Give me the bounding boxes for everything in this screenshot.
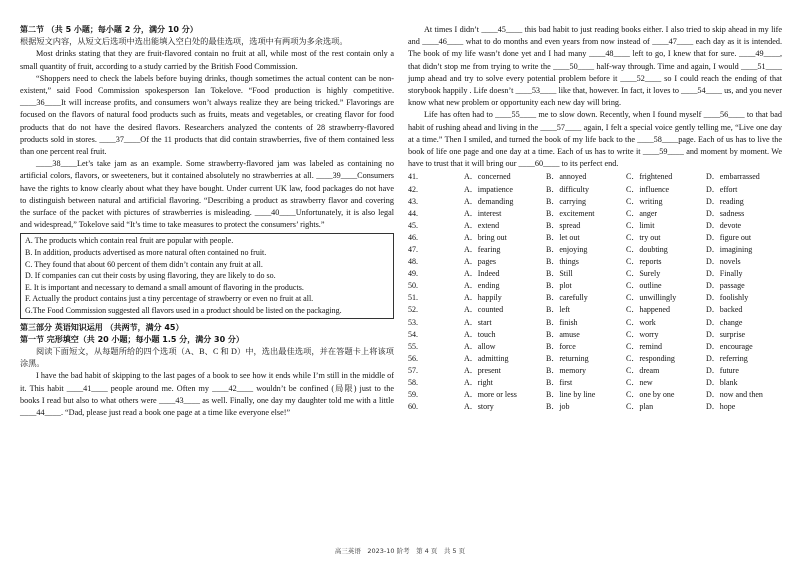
answer-option-c: C．responding [626,353,675,363]
answer-option-b: B．returning [546,353,589,363]
cloze-paragraph-3: Life has often had to ____55____ me to slow down. Recently, when I found myself ____56____ to that bad habit of rushing ahead and living in the ____57____ again, I felt a special voice gently telling me, “Live one day at a time.” Then I smiled, and turned the book of my life back to the ____58____page. Each of us has to live the book of life one page and one day at a time. Each of us has to write it ____59____ and moment by moment. We have to trust that it will bring our ____60____ to its perfect end. [408,110,782,169]
answer-option-a: A．right [464,378,493,388]
answer-option-c: C．unwillingly [626,293,677,303]
answer-option-b: B．carrying [546,196,586,206]
answer-option-a: A．present [464,365,501,375]
answer-option-b: B．Still [546,269,573,279]
answer-option-c: C．remind [626,341,662,351]
answer-option-a: A．impatience [464,184,513,194]
question-number: 46. [408,232,418,242]
answer-option-d: D．figure out [706,232,752,242]
answer-option-d: D．referring [706,353,748,363]
answer-option-c: C．try out [626,232,661,242]
answer-option-b: B．excitement [546,208,595,218]
page-footer: 高三英语 2023-10 阶考 第 4 页 共 5 页 [334,547,466,555]
answer-option-d: D．now and then [706,390,763,400]
answer-option-a: A．happily [464,293,502,303]
question-number: 54. [408,329,418,339]
answer-option-d: D．hope [706,402,736,412]
answer-option-c: C．plan [626,402,654,412]
question-number: 56. [408,353,418,363]
answer-option-c: C．reports [626,257,662,267]
answer-option-a: A．more or less [464,390,517,400]
option-g: G.The Food Commission suggested all flavors used in a product should be listed on the packaging. [25,306,342,316]
question-number: 44. [408,208,418,218]
answer-option-b: B．things [546,257,579,267]
part3-instructions: 阅读下面短文，从每题所给的四个选项（A、B、C 和 D）中，选出最佳选项，并在答题卡上将该项涂黑。 [20,347,394,369]
question-number: 60. [408,402,418,412]
answer-option-a: A．extend [464,220,500,230]
answer-option-a: A．concerned [464,172,511,182]
right-column [408,24,782,413]
passage-paragraph-2: “Shoppers need to check the labels before buying drinks, though sometimes the actual content can be non-existent,” said Food Commission spokesperson Ian Tokelove. “Food production is highly competitive. ____36____It will increase profits, and consumers won’t always realize they are being tricked.” Flavorings are focused on the flavors of natural food products such as fruits, meats and vegetables, or creating flavor for food products that do not have the desired flavors. Researchers analyzed the contents of 28 strawberry-flavored products sold in stores. ____37____Of the 11 products that did contain strawberries, five of them contained less than one percent real fruit. [20,73,394,157]
option-a: A. The products which contain real fruit are popular with people. [25,236,234,246]
passage-paragraph-3: ____38____Let’s take jam as an example. Some strawberry-flavored jam was labeled as containing no artificial colors, flavors, or sweeteners, but it contained absolutely no strawberries at all. ____39____Consumers have the rights to know clearly about what they have bought. Under current UK law, food packages do not have to distinguish between natural and artificial flavoring. “Describing a product as strawberry flavor and covering the surface of the packet with pictures of strawberries is misleading. ____40____Unfortunately, it is also legal and widespread,” Tokelove said “It’s time to take measures to protect the consumers’ rights.” [20,159,394,230]
answer-options-grid [408,171,782,413]
answer-option-d: D．blank [706,378,738,388]
answer-option-d: D．sadness [706,208,745,218]
cloze-paragraph-1: I have the bad habit of skipping to the last pages of a book to see how it ends while I’m still in the middle of it. This habit ____41____ people around me. Often my ____42____ wouldn’t be confined (局限) just to the books I read but also to what others were ____43____ as well. Finally, one day my daughter told me with a little ____44____. “Dad, please just read a book one page at a time like everyone else!” [20,371,394,418]
answer-option-b: B．line by line [546,390,596,400]
answer-option-d: D．foolishly [706,293,749,303]
option-c: C. They found that about 60 percent of them didn’t contain any fruit at all. [25,259,263,269]
answer-option-a: A．bring out [464,232,507,242]
cloze-paragraph-2: At times I didn’t ____45____ this bad habit to just reading books either. I also tried to skip ahead in my life and ____46____ what to do months and even years from now instead of ____47____ each day as it is intended. The book of my life wasn’t done yet and I had many ____48____ left to go, I knew that for sure. ____49____, that didn’t stop me from trying to write the ____50____ half-way through. Time and again, I would ____51____ jump ahead and try to solve every potential problem before it ____52____ so I could reach the ending of that storybook happily . Life doesn’t ____53____ like that, however. In fact, it loves to ____54____ us, and you never know what new problem or opportunity each new day will bring. [408,25,782,108]
answer-option-d: D．future [706,365,739,375]
answer-option-d: D．reading [706,196,744,206]
answer-option-c: C．happened [626,305,670,315]
passage-paragraph-1: Most drinks stating that they are fruit-flavored contain no fruit at all, while most of the rest contain only a small quantity of fruit, according to a study carried by the British Food Commission. [20,49,394,71]
answer-option-a: A．touch [464,329,496,339]
answer-option-c: C．influence [626,184,670,194]
question-number: 51. [408,293,418,303]
answer-option-a: A．allow [464,341,496,351]
left-column [20,24,394,419]
answer-option-d: D．effort [706,184,738,194]
option-e: E. It is important and necessary to demand a small amount of flavoring in the products. [25,282,304,292]
answer-option-a: A．start [464,317,492,327]
answer-option-a: A．story [464,402,494,412]
answer-option-c: C．new [626,378,653,388]
answer-option-b: B．left [546,305,570,315]
answer-option-a: A．pages [464,257,496,267]
option-f: F. Actually the product contains just a tiny percentage of strawberry or even no fruit at all. [25,294,314,304]
question-number: 45. [408,220,418,230]
answer-option-c: C．frightened [626,172,673,182]
answer-option-c: C．Surely [626,269,661,279]
answer-option-b: B．enjoying [546,245,588,254]
answer-option-b: B．let out [546,232,580,242]
answer-option-c: C．worry [626,329,659,339]
answer-option-b: B．force [546,341,576,351]
question-number: 58. [408,378,418,388]
section2-heading: 第二节 （共 5 小题；每小题 2 分，满分 10 分） [20,25,198,34]
answer-option-b: B．difficulty [546,184,589,194]
answer-option-b: B．job [546,402,570,412]
question-number: 53. [408,317,418,327]
question-number: 47. [408,245,418,254]
question-number: 57. [408,365,418,375]
answer-option-a: A．admitting [464,353,509,363]
answer-option-b: B．amuse [546,329,580,339]
answer-option-b: B．memory [546,365,586,375]
section2-instructions: 根据短文内容，从短文后选项中选出能填入空白处的最佳选项，选项中有两项为多余选项。 [20,37,348,47]
answer-option-c: C．outline [626,281,662,291]
answer-option-d: D．embarrassed [706,172,760,182]
answer-option-a: A．Indeed [464,269,500,279]
answer-option-c: C．limit [626,220,655,230]
answer-option-b: B．spread [546,220,581,230]
question-number: 41. [408,172,418,182]
question-number: 59. [408,390,418,400]
answer-option-a: A．counted [464,305,504,315]
answer-option-a: A．interest [464,208,502,218]
answer-option-d: D．devote [706,220,742,230]
options-box [20,233,394,318]
answer-option-c: C．writing [626,196,663,206]
option-b: B. In addition, products advertised as more natural often contained no fruit. [25,248,267,258]
answer-option-c: C．dream [626,365,660,375]
answer-option-d: D．encourage [706,341,753,351]
part3-section1-heading: 第一节 完形填空（共 20 小题；每小题 1.5 分，满分 30 分） [20,334,244,344]
part3-heading: 第三部分 英语知识运用 （共两节，满分 45） [20,322,184,332]
question-number: 52. [408,305,418,315]
answer-option-b: B．plot [546,281,572,291]
answer-option-c: C．one by one [626,390,675,400]
question-number: 43. [408,196,418,206]
answer-option-b: B．carefully [546,293,588,303]
answer-option-a: A．ending [464,281,500,291]
answer-option-c: C．doubting [626,245,668,254]
answer-option-d: D．change [706,317,743,327]
answer-option-d: D．novels [706,257,741,267]
answer-option-d: D．backed [706,305,743,315]
question-number: 49. [408,269,418,279]
question-number: 42. [408,184,418,194]
answer-option-b: B．annoyed [546,172,587,182]
answer-option-b: B．finish [546,317,578,327]
answer-option-a: A．fearing [464,245,501,254]
question-number: 48. [408,257,418,267]
option-d: D. If companies can cut their costs by using flavoring, they are likely to do so. [25,271,276,281]
answer-option-d: D．surprise [706,329,746,339]
answer-option-a: A．demanding [464,196,514,206]
answer-option-d: D．imagining [706,245,753,254]
question-number: 55. [408,341,418,351]
answer-option-c: C．work [626,317,656,327]
answer-option-c: C．anger [626,208,658,218]
answer-option-d: D．passage [706,281,745,291]
question-number: 50. [408,281,418,291]
answer-option-d: D．Finally [706,269,743,279]
answer-option-b: B．first [546,378,573,388]
